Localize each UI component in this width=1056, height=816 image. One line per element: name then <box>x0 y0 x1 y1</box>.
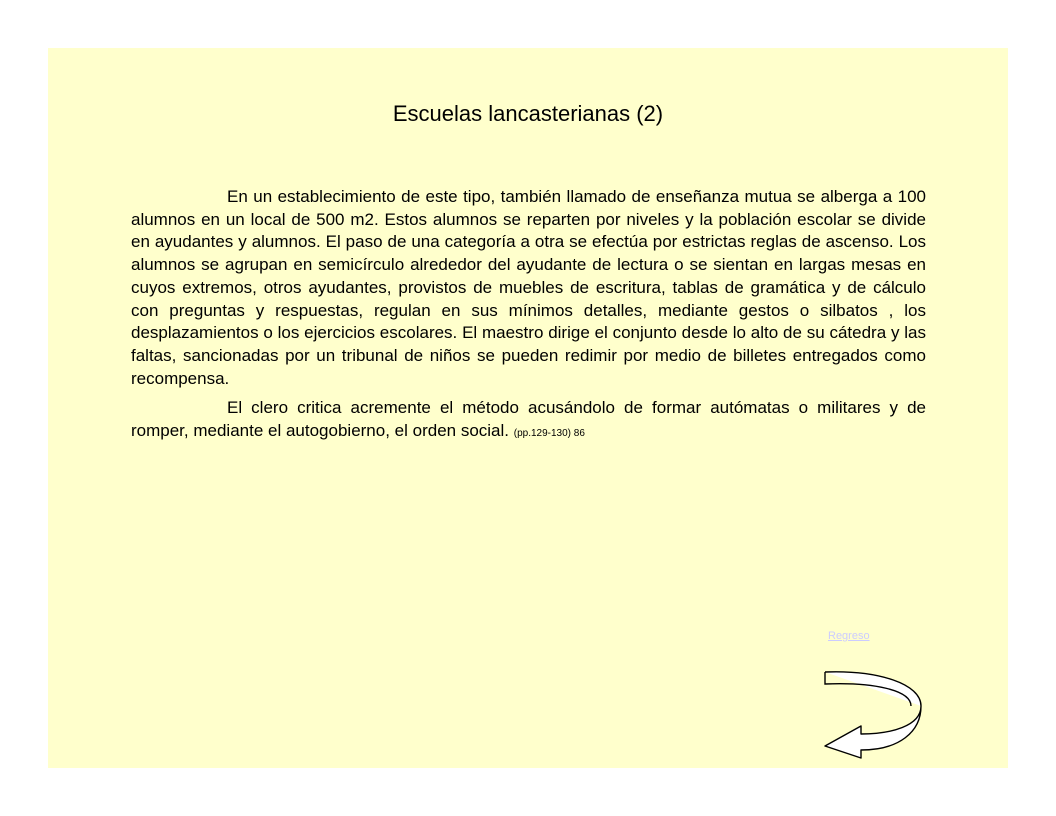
regreso-link[interactable]: Regreso <box>828 630 870 642</box>
slide <box>48 48 1008 768</box>
paragraph-1: En un establecimiento de este tipo, también llamado de enseñanza mutua se alberga a 100 alumnos en un local de 500 m2. Estos alumnos se reparten por niveles y la población escolar se divide en ayudantes y alumnos. El paso de una categoría a otra se efectúa por estrictas reglas de ascenso. Los alumnos se agrupan en semicírculo alrededor del ayudante de lectura o se sientan en largas mesas en cuyos extremos, otros ayudantes, provistos de muebles de escritura, tablas de gramática y de cálculo con preguntas y respuestas, regulan en sus mínimos detalles, mediante gestos o silbatos , los desplazamientos o los ejercicios escolares. El maestro dirige el conjunto desde lo alto de su cátedra y las faltas, sancionadas por un tribunal de niños se pueden redimir por medio de billetes entregados como recompensa. <box>131 187 926 388</box>
slide-title: Escuelas lancasterianas (2) <box>392 101 664 126</box>
return-arrow-icon[interactable] <box>821 668 925 760</box>
citation: (pp.129-130) 86 <box>513 428 585 440</box>
paragraph-2 <box>131 397 926 445</box>
paragraph-2-text: El clero critica acremente el método acusándolo de formar autómatas o militares y de romper, mediante el autogobierno, el orden social. <box>131 398 926 441</box>
body-text <box>131 186 926 453</box>
